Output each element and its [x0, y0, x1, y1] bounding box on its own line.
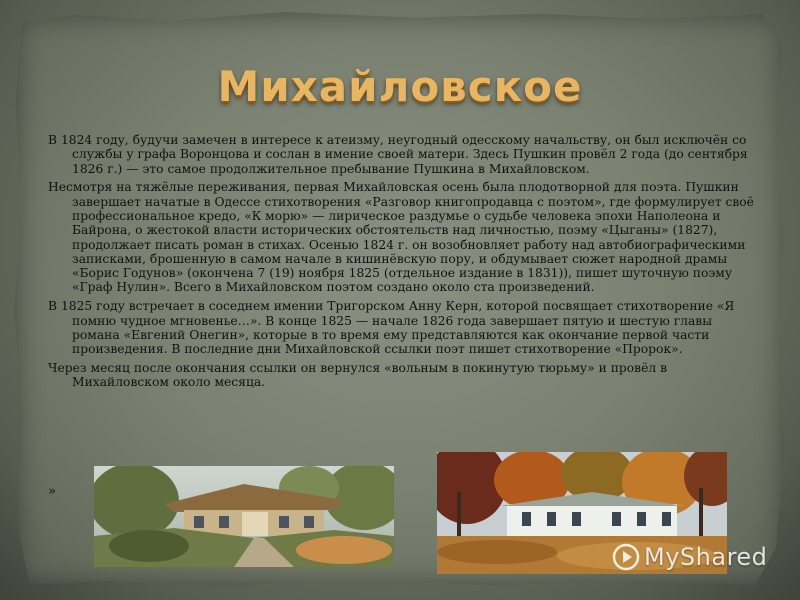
paragraph-first-autumn: Несмотря на тяжёлые переживания, первая Михайловская осень была плодотворной для поэта. Пушкин завершает начатые в Одессе стихотворения «Разговор книгопродавца с поэтом», где формулирует своё профессиональное кредо, «К морю» — лирическое раздумье о судьбе человека эпохи Наполеона и Байрона, о жестокой власти исторических обстоятельств над личностью, поэму «Цыганы» (1827), продолжает писать роман в стихах. Осенью 1824 г. он возобновляет работу над автобиографическими записками, брошенную в самом начале в кишинёвскую пору, и обдумывает сюжет народной драмы «Борис Годунов» (окончена 7 (19) ноября 1825 (отдельное издание в 1831)), пишет шуточную поэму «Граф Нулин». Всего в Михайловском поэтом создано около ста произведений.: [48, 180, 754, 295]
paragraph-kern: В 1825 году встречает в соседнем имении Тригорском Анну Керн, которой посвящает стихотворение «Я помню чудное мгновенье…». В конце 1825 — начале 1826 года завершает пятую и шестую главы романа «Евгений Онегин», которые в то время ему представляются как окончание первой части произведения. В последние дни Михайловской ссылки поэт пишет стихотворение «Пророк».: [48, 299, 735, 357]
slide-body: [48, 133, 760, 394]
myshared-watermark: [612, 540, 767, 574]
trailing-quote-mark: »: [48, 484, 56, 499]
play-triangle-icon: [612, 543, 640, 571]
manor-painting-image: [94, 466, 394, 567]
paragraph-return: Через месяц после окончания ссылки он вернулся «вольным в покинутую тюрьму» и провёл в Михайловском около месяца.: [48, 360, 668, 390]
paragraph-exile: В 1824 году, будучи замечен в интересе к атеизму, неугодный одесскому начальству, он был исключён со службы у графа Воронцова и сослан в имение своей матери. Здесь Пушкин провёл 2 года (до сентября 1826 г.) — это самое продолжительное пребывание Пушкина в Михайловском.: [48, 133, 748, 176]
slide-title: Михайловское: [217, 62, 583, 111]
watermark-text: MyShared: [644, 543, 768, 571]
